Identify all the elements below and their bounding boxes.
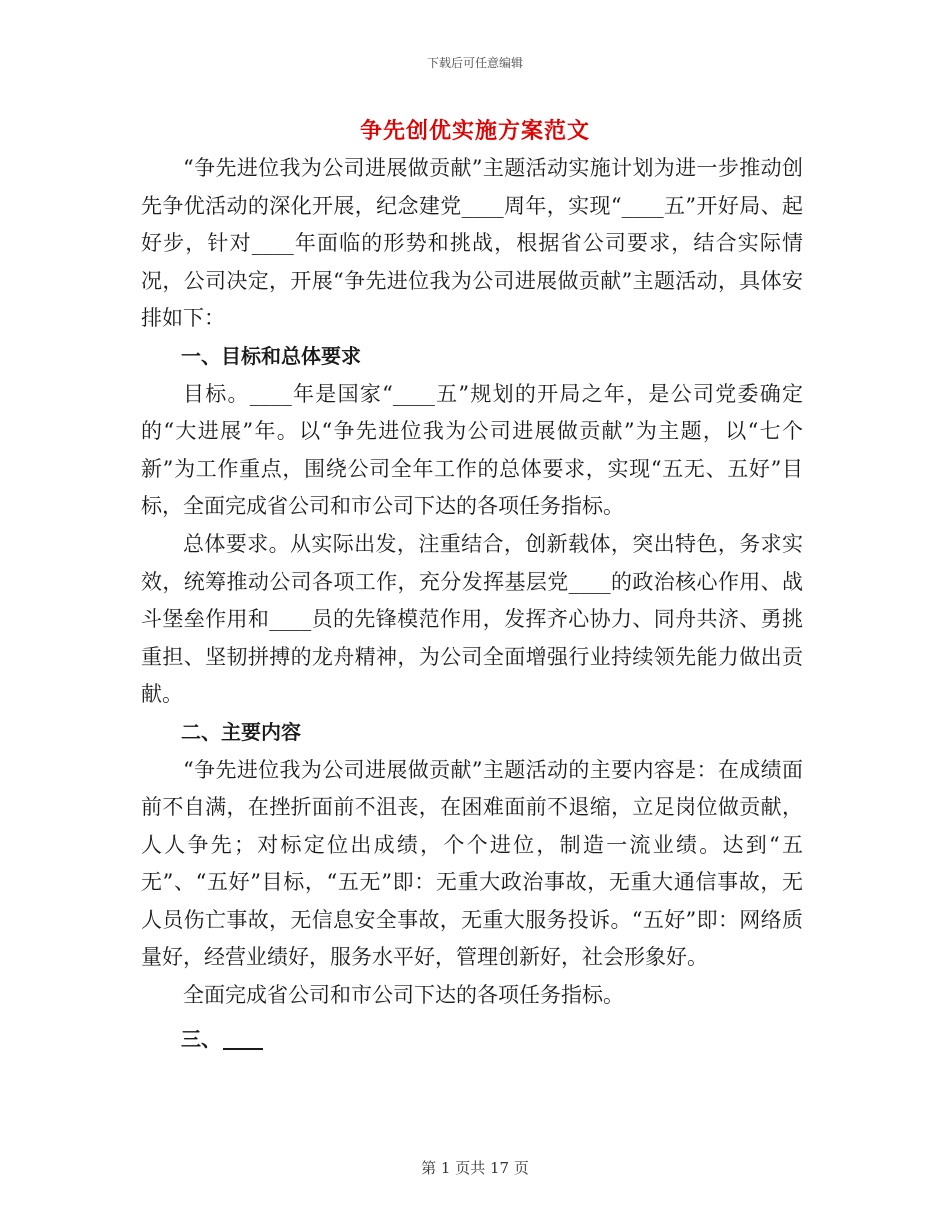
header-note: 下载后可任意编辑 (426, 56, 523, 70)
section-2-heading: 二、主要内容 (181, 719, 301, 744)
section-3-heading: 三、 (181, 1026, 221, 1051)
section-2-paragraph-content: “争先进位我为公司进展做贡献”主题活动的主要内容是：在成绩面前不自满，在挫折面前不沮丧，在困难面前不退缩，立足岗位做贡献，人人争先；对标定位出成绩，个个进位，制造一流业绩。达到“五无”、“五好”目标，“五无”即：无重大政治事故，无重大通信事故，无人员伤亡事故，无信息安全事故，无重大服务投诉。“五好”即：网络质量好，经营业绩好，服务水平好，管理创新好，社会形象好。 (141, 757, 803, 970)
document-title: 争先创优实施方案范文 (359, 119, 590, 144)
section-1-paragraph-requirements: 总体要求。从实际出发，注重结合，创新载体，突出特色，务求实效，统筹推动公司各项工作，充分发挥基层党____的政治核心作用、战斗堡垒作用和____员的先锋模范作用，发挥齐心协力、同舟共济、勇挑重担、坚韧拼搏的龙舟精神，为公司全面增强行业持续领先能力做出贡献。 (141, 531, 803, 707)
intro-paragraph: “争先进位我为公司进展做贡献”主题活动实施计划为进一步推动创先争优活动的深化开展，纪念建党____周年，实现“____五”开好局、起好步，针对____年面临的形势和挑战，根据省公司要求，结合实际情况，公司决定，开展“争先进位我为公司进展做贡献”主题活动，具体安排如下： (141, 156, 803, 331)
section-1-heading: 一、目标和总体要求 (181, 343, 361, 368)
document-body (141, 150, 803, 1058)
heading-blank-line (223, 1026, 263, 1050)
section-3-heading-row (141, 1021, 803, 1059)
page-footer: 第 1 页共 17 页 (421, 1159, 529, 1177)
section-1-paragraph-goal: 目标。____年是国家“____五”规划的开局之年，是公司党委确定的“大进展”年。以“争先进位我为公司进展做贡献”为主题，以“七个新”为工作重点，围绕公司全年工作的总体要求，实现“五无、五好”目标，全面完成省公司和市公司下达的各项任务指标。 (141, 381, 803, 519)
section-2-paragraph-tasks: 全面完成省公司和市公司下达的各项任务指标。 (183, 983, 624, 1008)
